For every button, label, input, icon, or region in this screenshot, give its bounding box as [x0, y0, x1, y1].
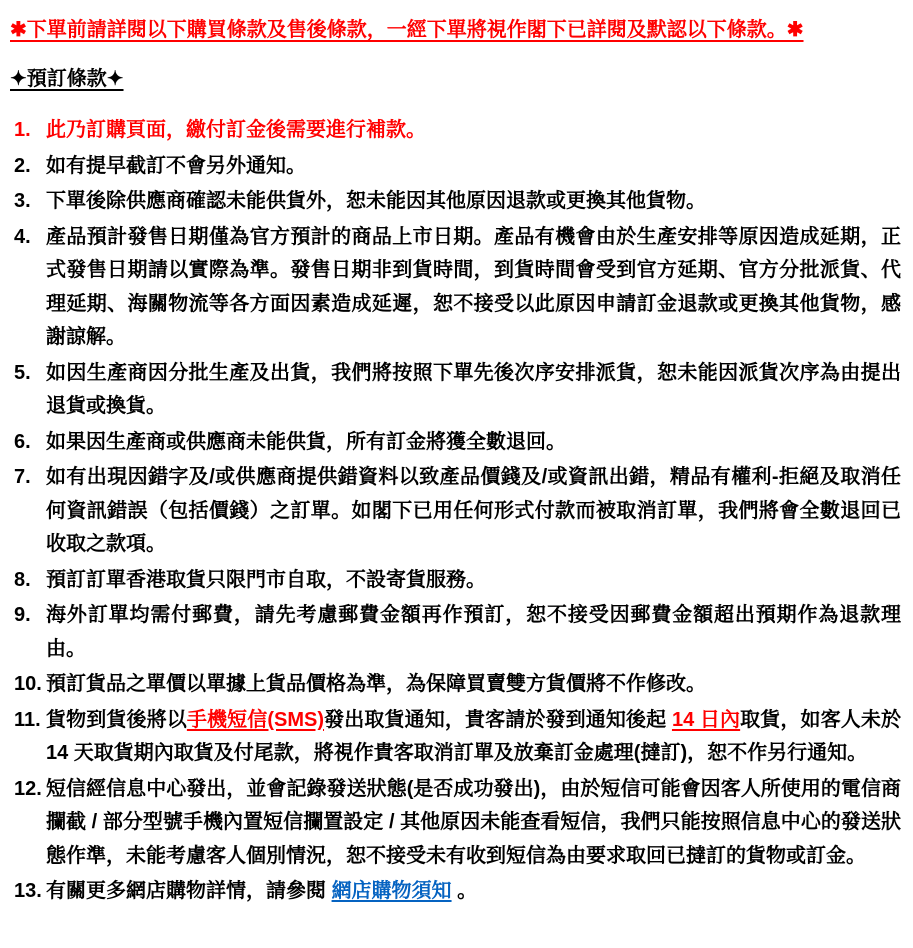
- term-number: 13.: [14, 880, 42, 902]
- term-number: 4.: [14, 225, 31, 248]
- preorder-terms-title-text: ✦預訂條款✦: [10, 68, 124, 90]
- text-segment: 貨物到貨後將以: [46, 708, 187, 731]
- term-text: [46, 155, 306, 177]
- terms-list: [8, 114, 901, 909]
- term-number: 9.: [14, 604, 31, 626]
- text-segment: 預訂貨品之單價以單據上貨品價格為準，為保障買賣雙方貨價將不作修改。: [46, 673, 706, 695]
- term-text: [46, 119, 426, 141]
- term-item: [8, 357, 901, 424]
- text-segment: 下單後除供應商確認未能供貨外，恕未能因其他原因退款或更換其他貨物。: [46, 190, 706, 212]
- text-segment: 如有提早截訂不會另外通知。: [46, 154, 306, 177]
- term-item: [8, 185, 901, 219]
- term-number: 8.: [14, 568, 31, 591]
- term-number: 10.: [14, 673, 42, 695]
- term-text: [46, 673, 706, 695]
- term-number: 7.: [14, 466, 31, 488]
- term-number: 5.: [14, 361, 31, 384]
- term-text: [46, 778, 901, 867]
- text-segment: 海外訂單均需付郵費，請先考慮郵費金額再作預訂，恕不接受因郵費金額超出預期作為退款理由。: [46, 604, 901, 660]
- term-text: [46, 880, 477, 902]
- text-segment: 短信經信息中心發出，並會記錄發送狀態(是否成功發出)，由於短信可能會因客人所使用的電信商攔截 / 部分型號手機內置短信攔置設定 / 其他原因未能查看短信，我們只能按照信息中心的發送狀態作準，未能考慮客人個別情況，恕不接受未有收到短信為由要求取回已撻訂的貨物或訂金。: [46, 777, 901, 867]
- text-segment: 預訂訂單香港取貨只限門市自取，不設寄貨服務。: [46, 568, 486, 591]
- text-segment: 14 日內: [671, 708, 741, 731]
- text-segment: 有關更多網店購物詳情，請參閱: [46, 880, 332, 902]
- term-text: [46, 362, 901, 418]
- store-shopping-guide-link[interactable]: 網店購物須知: [331, 880, 452, 902]
- term-item: [8, 426, 901, 460]
- term-text: [46, 569, 486, 591]
- preorder-terms-title: [10, 64, 901, 94]
- term-item: [8, 564, 901, 598]
- text-segment: 如因生產商因分批生產及出貨，我們將按照下單先後次序安排派貨，恕未能因派貨次序為由提出退貨或換貨。: [46, 361, 901, 417]
- term-number: 12.: [14, 777, 42, 800]
- term-item: [8, 773, 901, 874]
- term-item: [8, 221, 901, 355]
- term-number: 3.: [14, 190, 31, 212]
- text-segment: 。: [451, 880, 478, 902]
- text-segment: 取貨，如客人未於 14 天取貨期內取貨及付尾款，將視作貴客取消訂單及放棄訂金處理(撻訂)，恕不作另行通知。: [46, 708, 902, 764]
- text-segment: 手機短信(SMS): [186, 708, 325, 731]
- term-item: [8, 114, 901, 148]
- term-text: [46, 431, 566, 453]
- term-text: [46, 466, 901, 555]
- term-item: [8, 668, 901, 702]
- term-text: [46, 190, 706, 212]
- term-number: 11.: [14, 708, 41, 731]
- text-segment: 如有出現因錯字及/或供應商提供錯資料以致產品價錢及/或資訊出錯，精品有權利-拒絕及取消任何資訊錯誤（包括價錢）之訂單。如閣下已用任何形式付款而被取消訂單，我們將會全數退回已收取之款項。: [46, 466, 901, 555]
- text-segment: 發出取貨通知，貴客請於發到通知後起: [324, 708, 672, 731]
- purchase-notice-heading: ✱下單前請詳閱以下購買條款及售後條款，一經下單將視作閣下已詳閱及默認以下條款。✱: [10, 19, 804, 41]
- term-item: [8, 875, 901, 909]
- term-text: [46, 709, 901, 765]
- text-segment: 如果因生產商或供應商未能供貨，所有訂金將獲全數退回。: [46, 430, 566, 453]
- text-segment: 此乃訂購頁面，繳付訂金後需要進行補款。: [46, 119, 426, 141]
- term-item: [8, 150, 901, 184]
- term-item: [8, 461, 901, 562]
- term-number: 1.: [14, 119, 31, 141]
- term-item: [8, 704, 901, 771]
- term-item: [8, 599, 901, 666]
- term-number: 2.: [14, 154, 31, 177]
- term-text: [46, 226, 901, 349]
- term-text: [46, 604, 901, 660]
- text-segment: 產品預計發售日期僅為官方預計的商品上市日期。產品有機會由於生產安排等原因造成延期，正式發售日期請以實際為準。發售日期非到貨時間，到貨時間會受到官方延期、官方分批派貨、代理延期、海關物流等各方面因素造成延遲，恕不接受以此原因申請訂金退款或更換其他貨物，感謝諒解。: [46, 225, 901, 348]
- term-number: 6.: [14, 430, 31, 453]
